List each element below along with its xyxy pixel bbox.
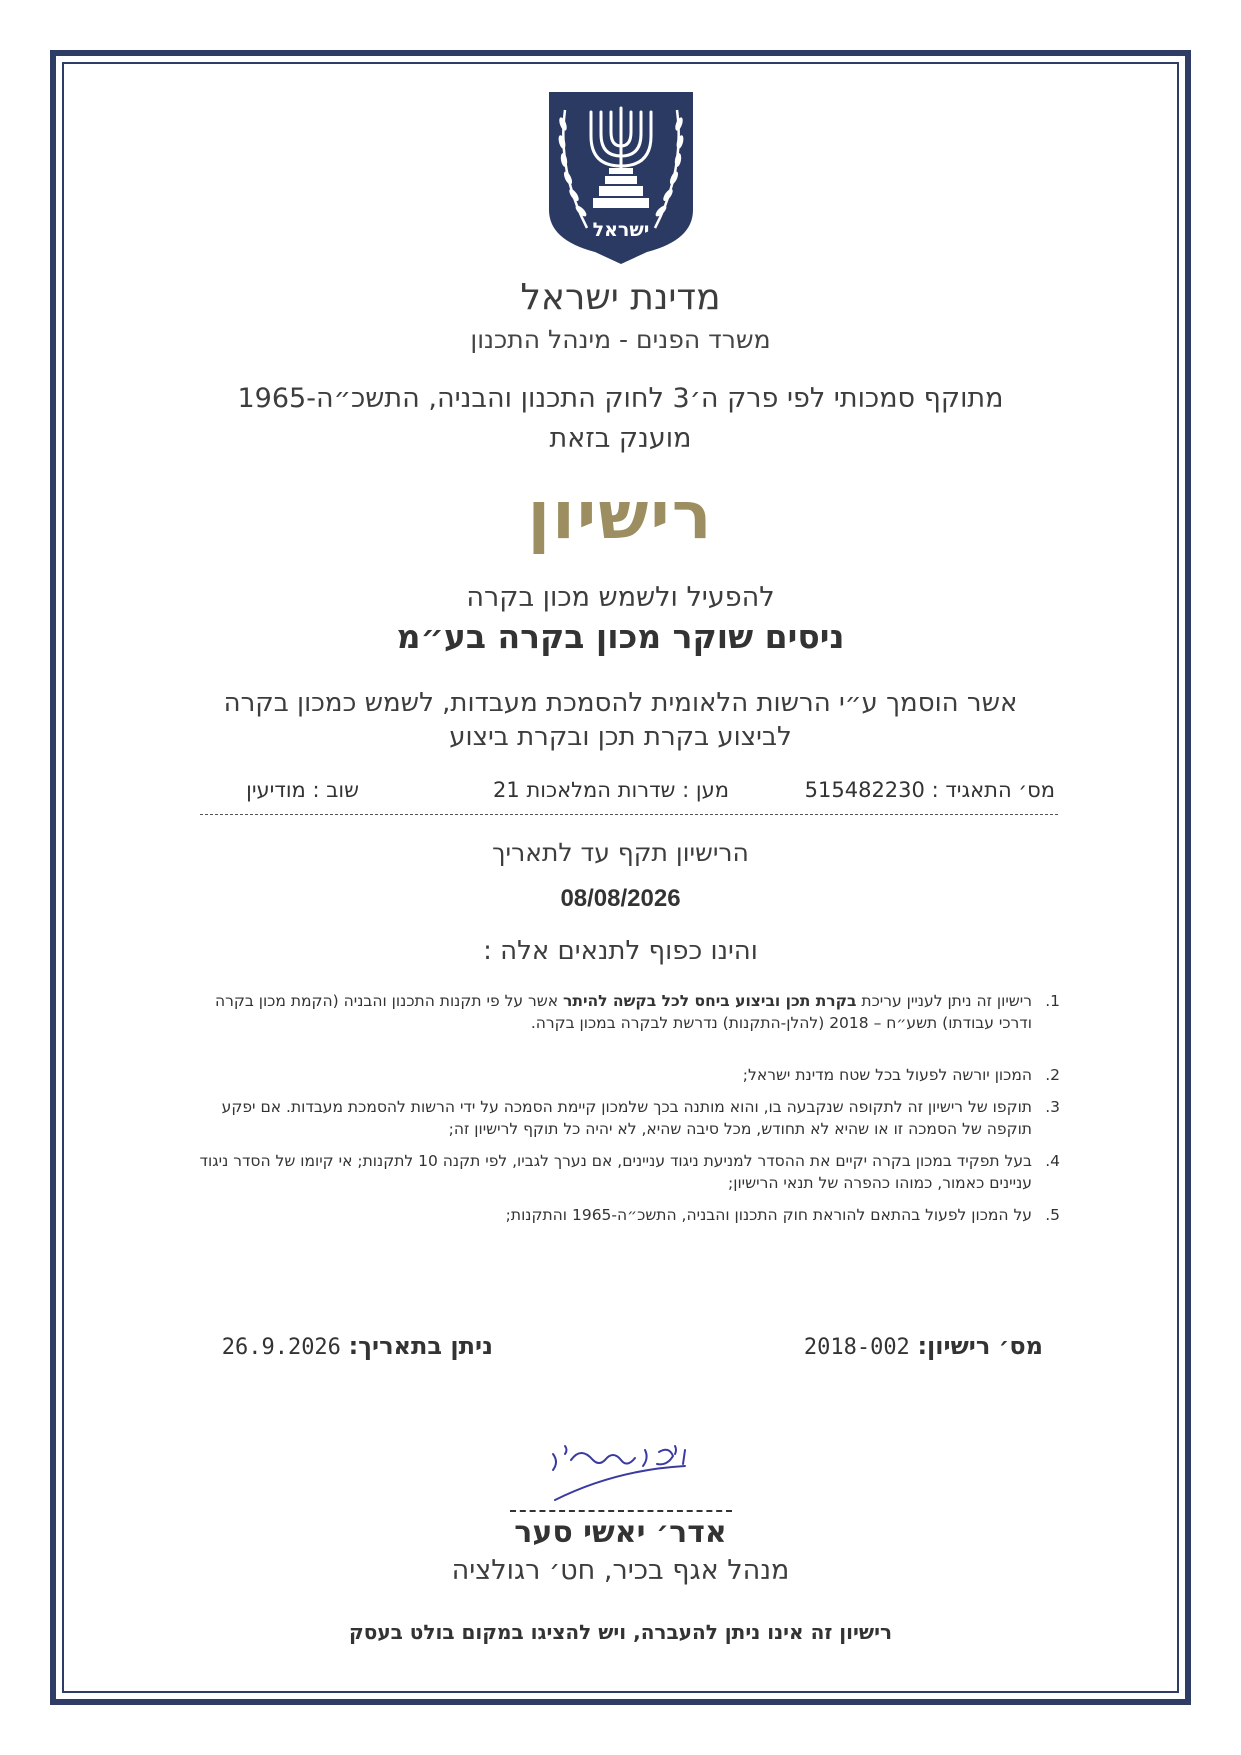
condition-text-bold: בקרת תכן וביצוע ביחס לכל בקשה להיתר (563, 992, 857, 1010)
condition-number: 2. (1045, 1066, 1060, 1084)
license-number-value: 2018-002 (803, 1335, 910, 1360)
condition-item (180, 1096, 1060, 1140)
footer-note: רישיון זה אינו ניתן להעברה, ויש להציגו במקום בולט בעסק (349, 1620, 892, 1644)
validity-label: הרישיון תקף עד לתאריך (492, 838, 749, 867)
issue-date-label: ניתן בתאריך: (348, 1332, 493, 1360)
condition-item (180, 1064, 1060, 1086)
conditions-list (180, 990, 1060, 1236)
accreditation-line-2: לביצוע בקרת תכן ובקרת ביצוע (449, 722, 792, 752)
condition-text: על המכון לפעול בהתאם להוראת חוק התכנון והבניה, התשכ״ה-1965 והתקנות; (505, 1206, 1032, 1224)
city-field (246, 778, 359, 802)
condition-number: 4. (1045, 1152, 1060, 1170)
signature-line (510, 1510, 732, 1512)
license-title: רישיון (527, 477, 714, 554)
condition-number: 5. (1045, 1206, 1060, 1224)
accreditation-line-1: אשר הוסמך ע״י הרשות הלאומית להסמכת מעבדות, לשמש כמכון בקרה (223, 688, 1018, 718)
address-label: מען : (682, 778, 729, 802)
condition-number: 3. (1045, 1098, 1060, 1116)
condition-text-end: אשר על פי תקנות התכנון והבניה (הקמת מכון בקרה ודרכי עבודתו) תשע״ח – 2018 (להלן-התקנות) נדרשת לבקרה במכון בקרה. (214, 992, 1032, 1032)
ministry-name: משרד הפנים - מינהל התכנון (470, 325, 771, 354)
address-field (493, 778, 729, 802)
handwritten-signature (535, 1440, 695, 1510)
emblem-text: ישראל (592, 219, 650, 241)
company-name: ניסים שוקר מכון בקרה בע״מ (396, 617, 845, 656)
condition-item (180, 1204, 1060, 1226)
condition-item (180, 1150, 1060, 1194)
license-number-label: מס׳ רישיון: (917, 1332, 1043, 1360)
condition-text: רישיון זה ניתן לעניין עריכת (856, 992, 1032, 1010)
details-divider (200, 814, 1058, 815)
validity-date: 08/08/2026 (560, 885, 681, 912)
corp-id-label: מס׳ התאגיד : (931, 778, 1055, 802)
authority-statement: מתוקף סמכותי לפי פרק ה׳3 לחוק התכנון והבניה, התשכ״ה-1965 (237, 383, 1004, 414)
condition-item (180, 990, 1060, 1034)
issue-date-value: 26.9.2026 (221, 1335, 341, 1360)
license-purpose: להפעיל ולשמש מכון בקרה (466, 582, 775, 613)
address-value: שדרות המלאכות 21 (493, 778, 676, 802)
city-label: שוב : (312, 778, 359, 802)
issue-date-field (222, 1332, 493, 1360)
license-number-field (804, 1332, 1043, 1360)
conditions-intro: והינו כפוף לתנאים אלה : (483, 936, 758, 966)
signer-name: אדר׳ יאשי סער (514, 1515, 727, 1550)
condition-text: המכון יורשה לפעול בכל שטח מדינת ישראל; (742, 1066, 1032, 1084)
awarded-statement: מוענק בזאת (549, 423, 692, 454)
signer-title: מנהל אגף בכיר, חט׳ רגולציה (451, 1555, 790, 1586)
condition-text: תוקפו של רישיון זה לתקופה שנקבעה בו, והוא מותנה בכך שלמכון קיימת הסמכה על ידי הרשות להסמכת מעבדות. אם יפקע תוקפה של הסמכה זו או שהיא לא תחודש, מכל סיבה שהיא, לא יהיה כל תוקף לרישיון זה; (221, 1098, 1032, 1138)
state-name: מדינת ישראל (520, 277, 721, 318)
condition-number: 1. (1045, 992, 1060, 1010)
state-emblem-icon (547, 90, 695, 266)
condition-text: בעל תפקיד במכון בקרה יקיים את ההסדר למניעת ניגוד עניינים, אם נערך לגביו, לפי תקנה 10 לתקנות; אי קיומו של הסדר ניגוד עניינים כאמור, כמוהו כהפרה של תנאי הרישיון; (199, 1152, 1032, 1192)
city-value: מודיעין (246, 778, 306, 802)
corp-id-value: 515482230 (804, 778, 925, 802)
corp-id-field (805, 778, 1055, 802)
